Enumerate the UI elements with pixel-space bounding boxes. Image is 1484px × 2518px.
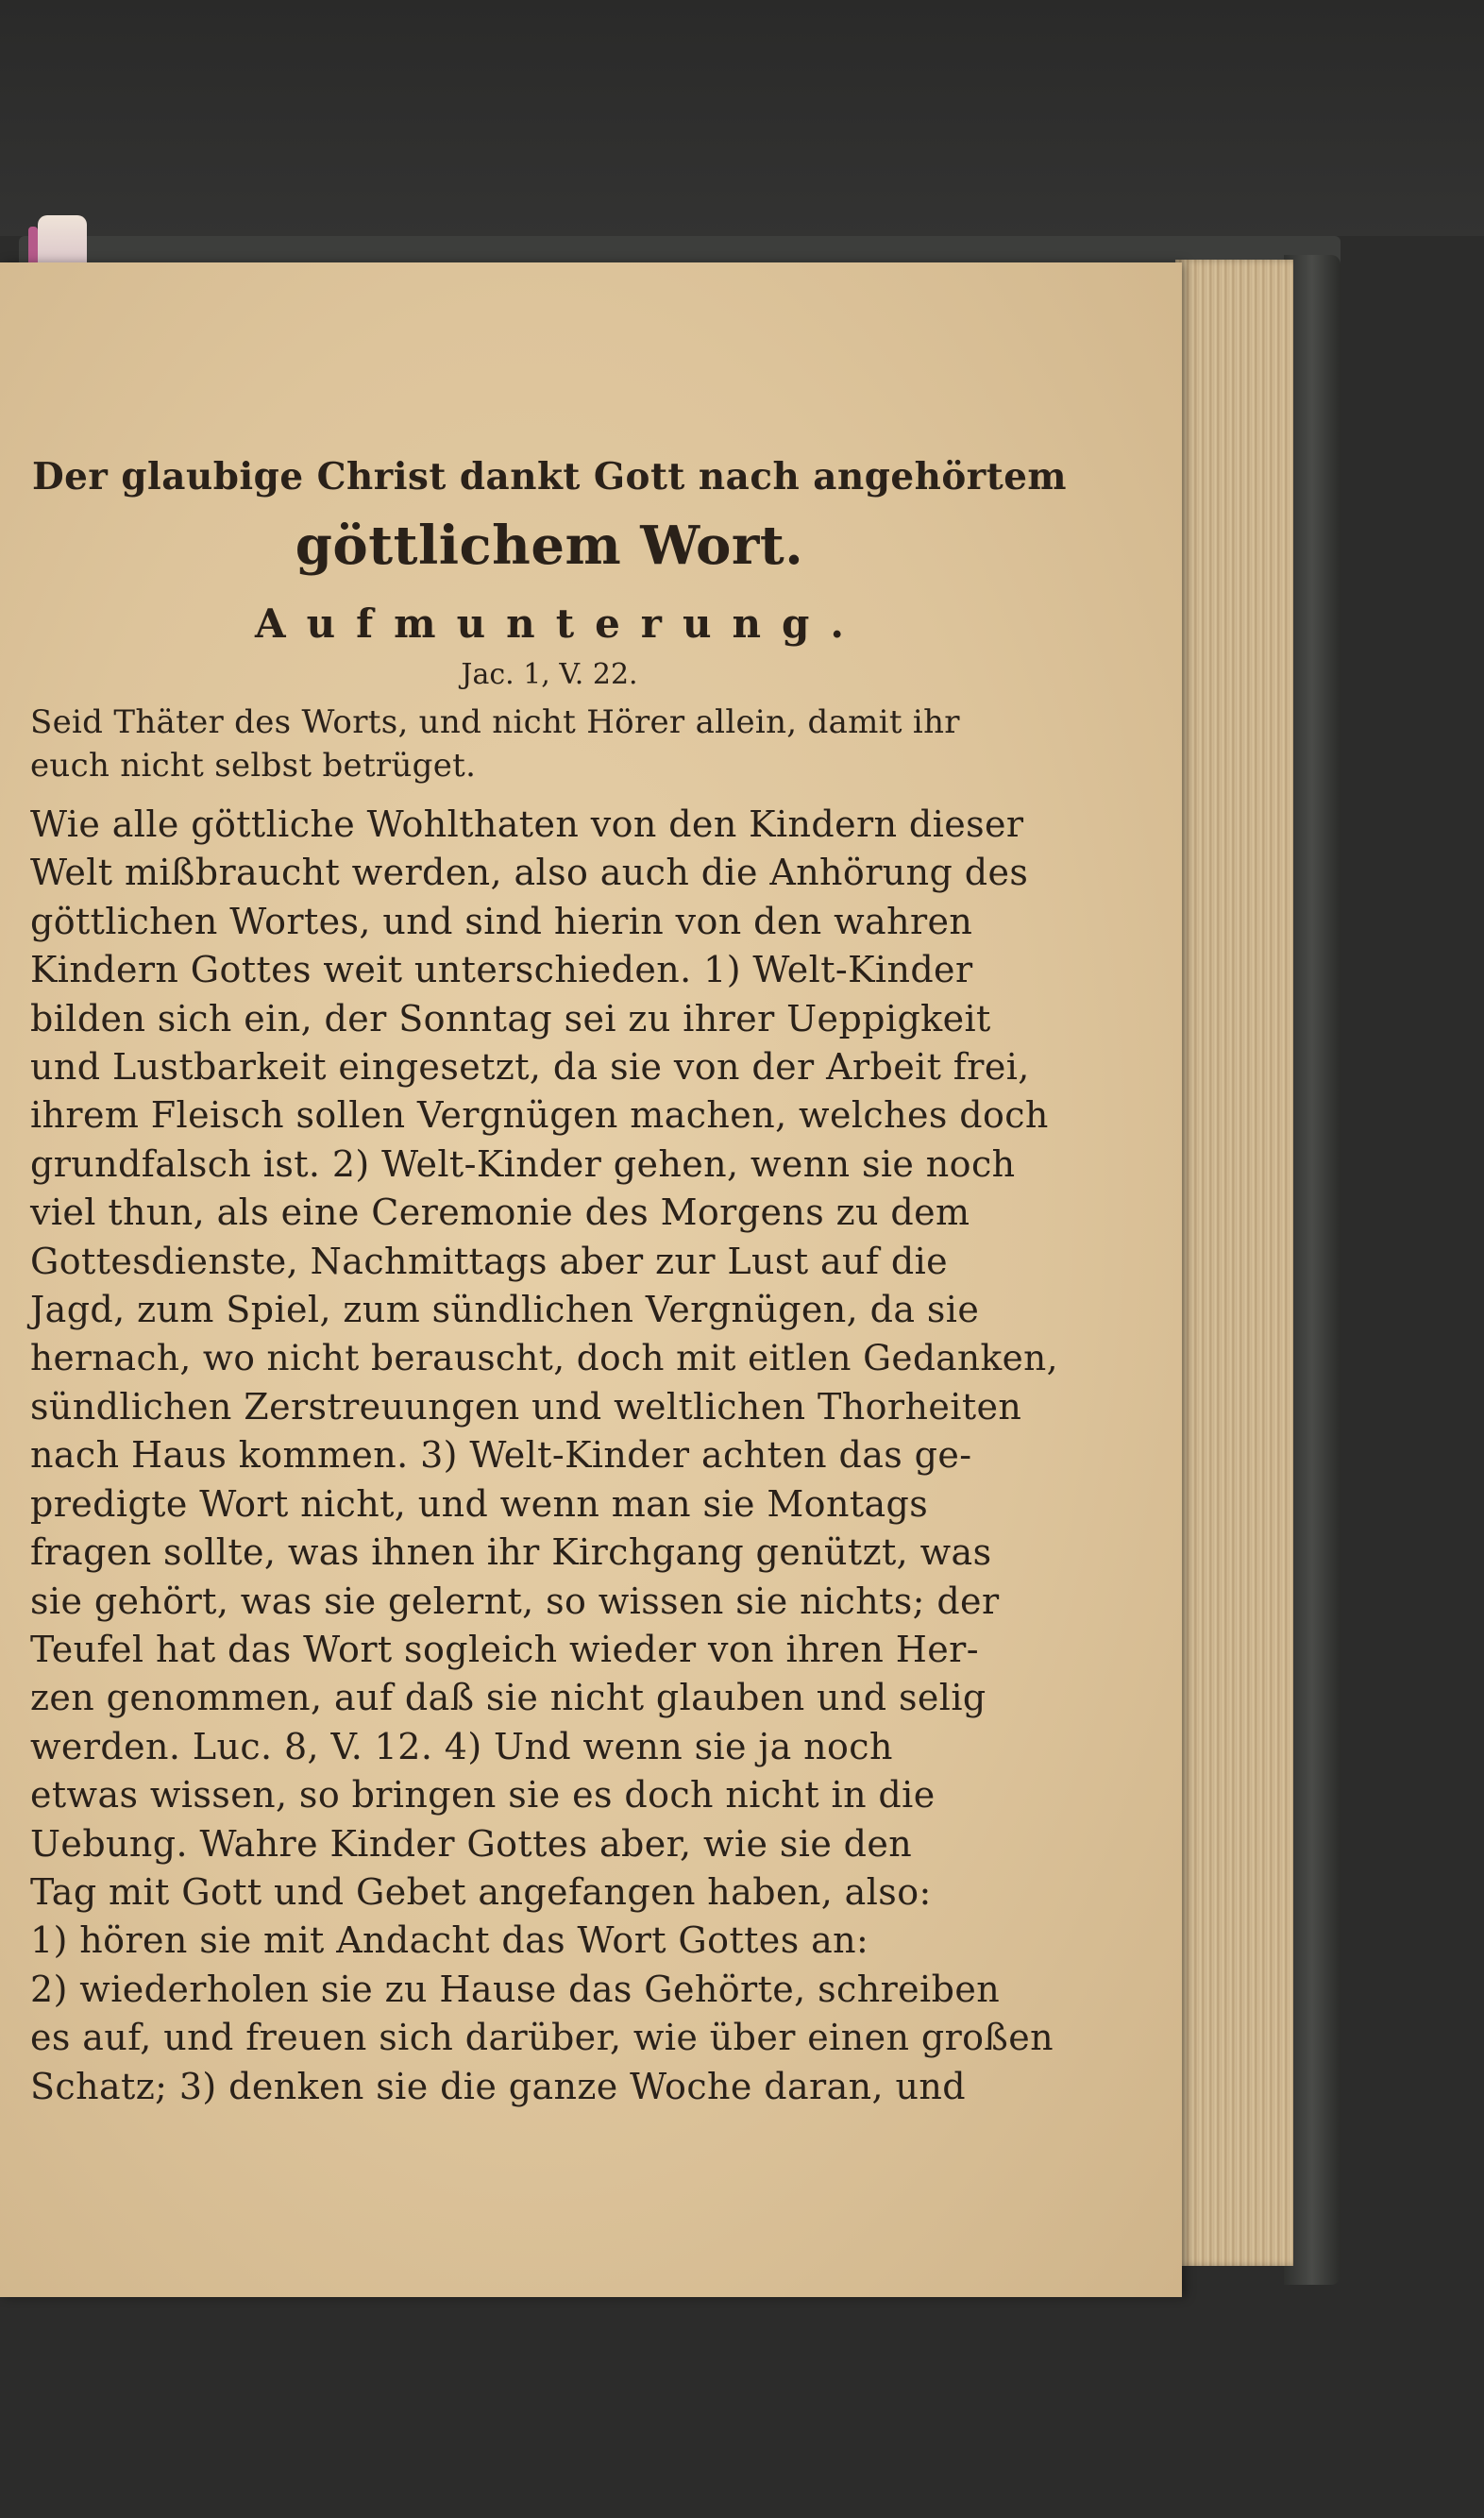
dark-backdrop: [0, 0, 1484, 236]
body-line: und Lustbarkeit eingesetzt, da sie von der Arbeit frei,: [30, 1046, 1030, 1089]
chapter-title: [30, 444, 1069, 580]
body-line: Jagd, zum Spiel, zum sündlichen Vergnügen, da sie: [30, 1289, 980, 1331]
scripture-verse: [30, 701, 1069, 787]
body-line: 1) hören sie mit Andacht das Wort Gottes an:: [30, 1919, 869, 1962]
body-line: sie gehört, was sie gelernt, so wissen sie nichts; der: [30, 1580, 1000, 1622]
body-line: bilden sich ein, der Sonntag sei zu ihrer Ueppigkeit: [30, 997, 991, 1039]
body-line: hernach, wo nicht berauscht, doch mit eitlen Gedanken,: [30, 1337, 1058, 1379]
body-line: Welt mißbraucht werden, also auch die Anhörung des: [30, 852, 1029, 894]
section-heading: Aufmunterung.: [254, 600, 865, 647]
chapter-title-line: Der glaubige Christ dankt Gott nach angehörtem: [31, 456, 1068, 499]
body-line: göttlichen Wortes, und sind hierin von den wahren: [30, 900, 973, 942]
page-stack-edges: [1175, 260, 1293, 2266]
verse-line: euch nicht selbst betrüget.: [30, 747, 477, 785]
body-line: ihrem Fleisch sollen Vergnügen machen, welches doch: [30, 1094, 1049, 1137]
page-content: [30, 444, 1069, 2111]
body-line: Gottesdienste, Nachmittags aber zur Lust auf die: [30, 1240, 949, 1282]
scripture-reference: Jac. 1, V. 22.: [461, 658, 638, 691]
body-line: zen genommen, auf daß sie nicht glauben und selig: [30, 1677, 987, 1719]
body-line: Wie alle göttliche Wohlthaten von den Kindern dieser: [30, 803, 1024, 845]
body-line: es auf, und freuen sich darüber, wie über einen großen: [30, 2017, 1054, 2059]
body-line: predigte Wort nicht, und wenn man sie Montags: [30, 1482, 929, 1525]
body-line: viel thun, als eine Ceremonie des Morgens zu dem: [30, 1191, 970, 1234]
body-line: werden. Luc. 8, V. 12. 4) Und wenn sie ja noch: [30, 1725, 893, 1767]
body-line: Tag mit Gott und Gebet angefangen haben, also:: [30, 1870, 932, 1913]
verse-line: Seid Thäter des Worts, und nicht Hörer allein, damit ihr: [30, 703, 960, 741]
body-line: Kindern Gottes weit unterschieden. 1) Welt-Kinder: [30, 949, 973, 991]
body-line: 2) wiederholen sie zu Hause das Gehörte, schreiben: [30, 1968, 1001, 2010]
body-line: Uebung. Wahre Kinder Gottes aber, wie sie den: [30, 1822, 913, 1865]
body-paragraph: [30, 801, 1069, 2111]
chapter-title-line: göttlichem Wort.: [295, 515, 804, 577]
body-line: Teufel hat das Wort sogleich wieder von ihren Her-: [30, 1628, 979, 1670]
body-line: Schatz; 3) denken sie die ganze Woche daran, und: [30, 2065, 966, 2107]
body-line: nach Haus kommen. 3) Welt-Kinder achten das ge-: [30, 1434, 972, 1477]
body-line: grundfalsch ist. 2) Welt-Kinder gehen, wenn sie noch: [30, 1142, 1016, 1185]
body-line: etwas wissen, so bringen sie es doch nicht in die: [30, 1774, 936, 1817]
body-line: sündlichen Zerstreuungen und weltlichen Thorheiten: [30, 1385, 1022, 1428]
body-line: fragen sollte, was ihnen ihr Kirchgang genützt, was: [30, 1531, 992, 1574]
